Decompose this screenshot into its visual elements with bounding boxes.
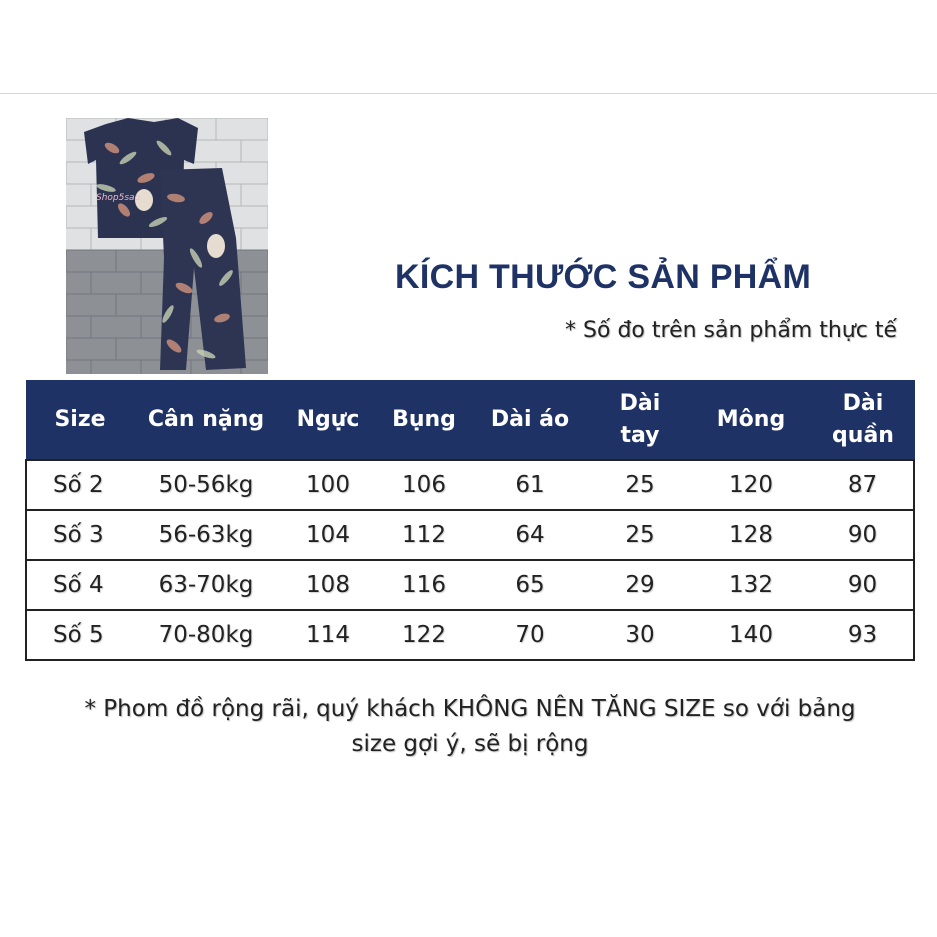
table-cell: 70-80kg	[134, 610, 278, 660]
page-title: KÍCH THƯỚC SẢN PHẨM	[395, 258, 812, 296]
table-cell: 104	[278, 510, 378, 560]
table-cell: 90	[812, 510, 914, 560]
table-cell: 114	[278, 610, 378, 660]
table-cell: 87	[812, 460, 914, 510]
column-header-hip: Mông	[690, 381, 812, 461]
column-header-shirt-length: Dài áo	[470, 381, 590, 461]
watermark-text: Shop5sao	[96, 193, 141, 203]
table-cell: Số 2	[26, 460, 134, 510]
column-header-size: Size	[26, 381, 134, 461]
table-cell: 70	[470, 610, 590, 660]
table-row	[26, 510, 914, 560]
size-advice-line-2: size gợi ý, sẽ bị rộng	[351, 731, 589, 757]
table-cell: 65	[470, 560, 590, 610]
table-cell: Số 4	[26, 560, 134, 610]
table-cell: 25	[590, 460, 690, 510]
table-cell: 112	[378, 510, 470, 560]
table-cell: 106	[378, 460, 470, 510]
table-cell: 128	[690, 510, 812, 560]
table-cell: 50-56kg	[134, 460, 278, 510]
table-row	[26, 610, 914, 660]
table-cell: 140	[690, 610, 812, 660]
size-table	[25, 380, 915, 661]
table-cell: 116	[378, 560, 470, 610]
size-advice-line-1: * Phom đồ rộng rãi, quý khách KHÔNG NÊN TĂNG SIZE so với bảng	[84, 696, 856, 722]
table-cell: 120	[690, 460, 812, 510]
table-cell: 64	[470, 510, 590, 560]
column-header-chest: Ngực	[278, 381, 378, 461]
size-advice-note	[40, 692, 900, 762]
column-header-waist: Bụng	[378, 381, 470, 461]
measurement-note: * Số đo trên sản phẩm thực tế	[565, 318, 897, 343]
table-cell: 108	[278, 560, 378, 610]
table-cell: 132	[690, 560, 812, 610]
table-row	[26, 560, 914, 610]
table-header-row	[26, 381, 914, 461]
table-cell: 30	[590, 610, 690, 660]
table-cell: 56-63kg	[134, 510, 278, 560]
table-cell: Số 3	[26, 510, 134, 560]
column-header-weight: Cân nặng	[134, 381, 278, 461]
table-cell: Số 5	[26, 610, 134, 660]
product-photo	[66, 118, 268, 374]
table-cell: 61	[470, 460, 590, 510]
table-cell: 100	[278, 460, 378, 510]
table-cell: 93	[812, 610, 914, 660]
table-row	[26, 460, 914, 510]
top-divider	[0, 93, 937, 94]
table-cell: 25	[590, 510, 690, 560]
column-header-sleeve-length: Dài tay	[590, 381, 690, 461]
table-cell: 63-70kg	[134, 560, 278, 610]
table-cell: 90	[812, 560, 914, 610]
table-cell: 122	[378, 610, 470, 660]
column-header-pants-length: Dài quần	[812, 381, 914, 461]
table-cell: 29	[590, 560, 690, 610]
